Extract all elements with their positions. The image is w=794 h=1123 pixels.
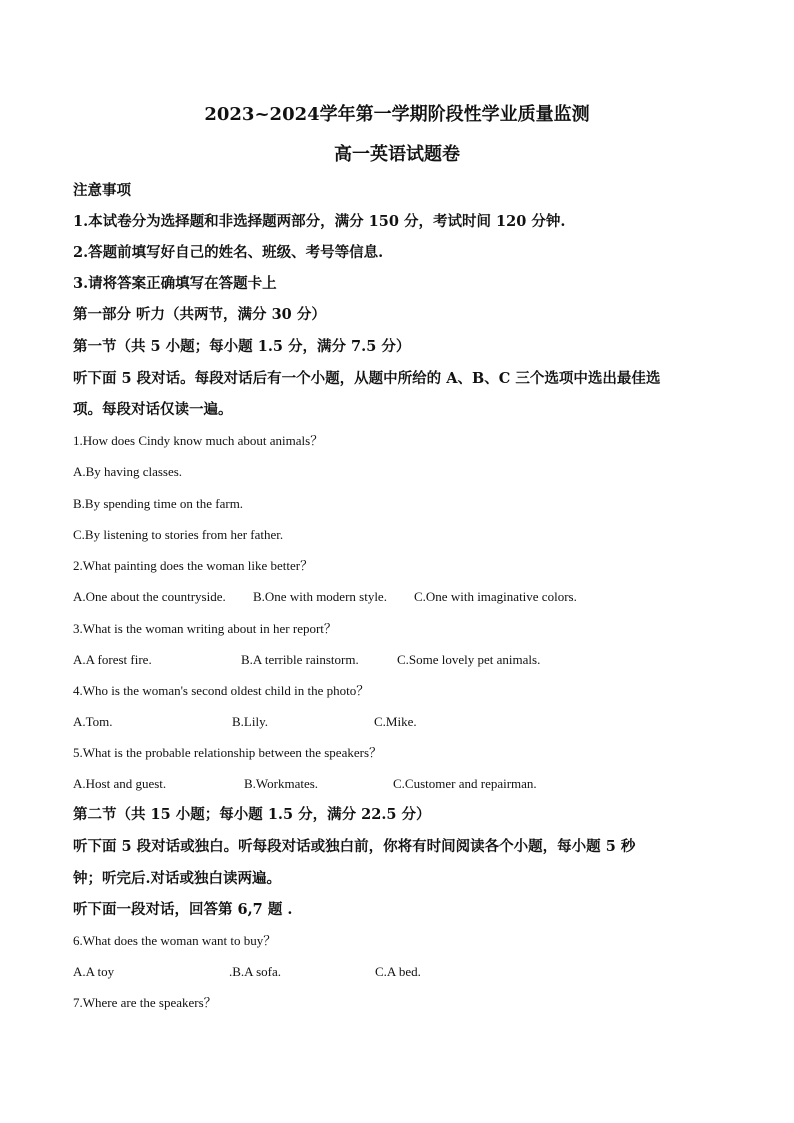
answer-option: A.Host and guest. [73,776,167,791]
answer-option: A.Tom. [73,714,113,729]
section1-instructions: 项。每段对话仅读一遍。 [73,401,233,418]
section1-instructions: 听下面 5 段对话。每段对话后有一个小题，从题中所给的 A、B、C 三个选项中选出最佳选 [73,370,661,387]
section1-heading: 第一节（共 5 小题；每小题 1.5 分，满分 7.5 分） [73,338,411,355]
answer-option: C.Mike. [374,714,417,729]
question-stem: 4.Who is the woman's second oldest child in the photo？ [73,683,370,698]
answer-option: C.Customer and repairman. [393,776,537,791]
question-stem: 1.How does Cindy know much about animals？ [73,433,324,448]
answer-option: C.Some lovely pet animals. [397,652,541,667]
answer-option: A.One about the countryside. [73,589,226,604]
part1-heading: 第一部分 听力（共两节，满分 30 分） [73,306,326,323]
section2-instructions: 听下面 5 段对话或独白。听每段对话或独白前，你将有时间阅读各个小题，每小题 5 秒 [73,838,636,855]
question-stem: 3.What is the woman writing about in her report？ [73,621,337,636]
exam-subtitle: 高一英语试题卷 [334,144,460,165]
answer-option: .B.A sofa. [229,964,281,979]
answer-option: C.By listening to stories from her father. [73,527,284,542]
group-intro: 听下面一段对话，回答第 6,7 题 . [73,901,293,918]
answer-option: A.A toy [73,964,115,979]
notes-heading: 注意事项 [73,182,131,199]
answer-option: A.A forest fire. [73,652,152,667]
question-stem: 5.What is the probable relationship between the speakers？ [73,745,383,760]
answer-option: B.One with modern style. [253,589,387,604]
note-item: 1.本试卷分为选择题和非选择题两部分，满分 150 分，考试时间 120 分钟. [73,213,566,230]
answer-option: C.A bed. [375,964,421,979]
note-item: 3.请将答案正确填写在答题卡上 [73,275,277,292]
answer-option: B.A terrible rainstorm. [241,652,359,667]
answer-option: B.Lily. [232,714,268,729]
question-stem: 2.What painting does the woman like better？ [73,558,314,573]
answer-option: B.Workmates. [244,776,319,791]
section2-instructions: 钟；听完后.对话或独白读两遍。 [73,870,282,887]
answer-option: C.One with imaginative colors. [414,589,577,604]
section2-heading: 第二节（共 15 小题；每小题 1.5 分，满分 22.5 分） [73,806,431,823]
exam-title: 2023~2024学年第一学期阶段性学业质量监测 [204,104,590,125]
question-stem: 6.What does the woman want to buy？ [73,933,277,948]
answer-option: B.By spending time on the farm. [73,496,244,511]
question-stem: 7.Where are the speakers？ [73,995,217,1010]
answer-option: A.By having classes. [73,464,183,479]
note-item: 2.答题前填写好自己的姓名、班级、考号等信息. [73,244,384,261]
